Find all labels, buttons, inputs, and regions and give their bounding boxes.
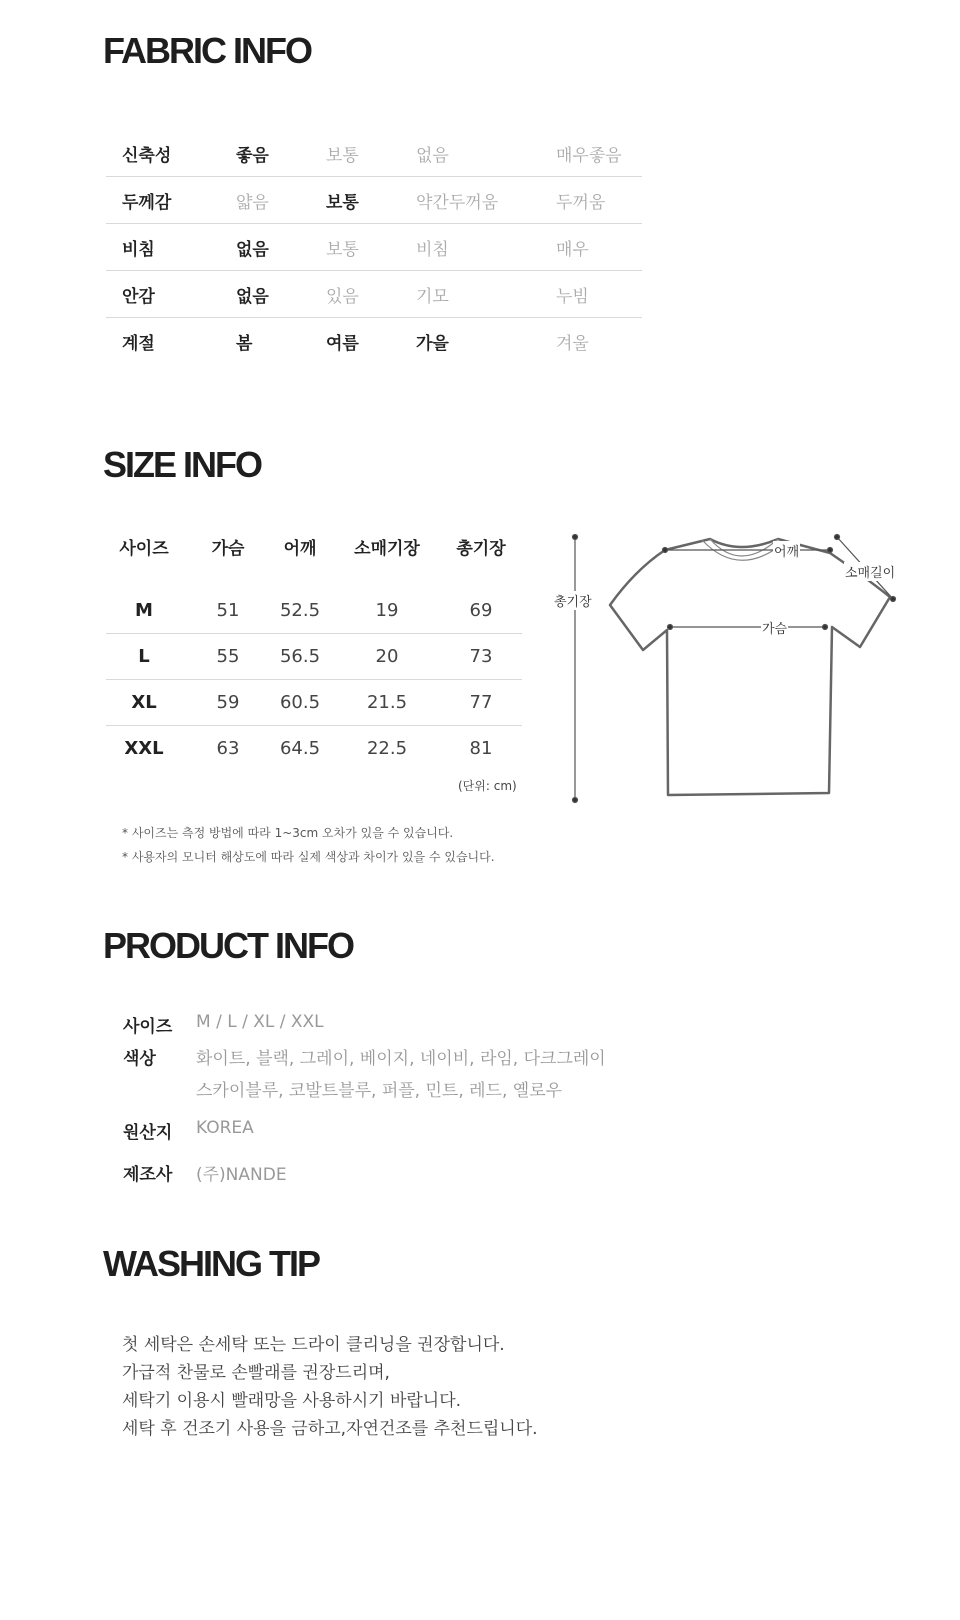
product-maker-value: (주)NANDE [196, 1165, 287, 1185]
length-cell: 77 [469, 692, 493, 713]
table-row [106, 726, 522, 772]
fabric-row-label: 비침 [122, 240, 155, 260]
length-cell: 73 [469, 646, 493, 667]
product-info-title: PRODUCT INFO [103, 925, 353, 966]
size-note: * 사이즈는 측정 방법에 따라 1~3cm 오차가 있을 수 있습니다. [122, 826, 454, 840]
fabric-option: 약간두꺼움 [416, 193, 499, 213]
fabric-option-selected: 없음 [236, 287, 269, 307]
sleeve-cell: 19 [375, 600, 399, 621]
fabric-option: 보통 [326, 146, 359, 166]
fabric-option: 누빔 [556, 287, 589, 307]
fabric-option-selected: 없음 [236, 240, 269, 260]
fabric-row-lining [106, 271, 642, 318]
sleeve-cell: 20 [375, 646, 399, 667]
shoulder-cell: 56.5 [279, 646, 321, 667]
chest-cell: 51 [216, 600, 240, 621]
length-cell: 69 [469, 600, 493, 621]
size-header-cell: 가슴 [211, 539, 245, 559]
table-row [106, 680, 522, 726]
chest-cell: 59 [216, 692, 240, 713]
washing-tip-line: 첫 세탁은 손세탁 또는 드라이 클리닝을 권장합니다. [122, 1335, 505, 1355]
fabric-option: 얇음 [236, 193, 269, 213]
chest-cell: 63 [216, 738, 240, 759]
fabric-info-table [106, 130, 642, 365]
shoulder-cell: 52.5 [279, 600, 321, 621]
product-origin-label: 원산지 [123, 1123, 173, 1143]
fabric-option: 보통 [326, 240, 359, 260]
product-color-label: 색상 [123, 1049, 156, 1069]
fabric-option-selected: 가을 [416, 334, 449, 354]
product-size-label: 사이즈 [123, 1017, 173, 1037]
washing-tip-line: 세탁 후 건조기 사용을 금하고,자연건조를 추천드립니다. [122, 1419, 538, 1439]
fabric-row-season [106, 318, 642, 365]
fabric-option: 두꺼움 [556, 193, 606, 213]
table-row [106, 634, 522, 680]
size-table-header [106, 532, 522, 588]
fabric-option-selected: 봄 [236, 334, 253, 354]
washing-tip-line: 가급적 찬물로 손빨래를 권장드리며, [122, 1363, 390, 1383]
size-header-cell: 소매기장 [354, 539, 420, 559]
fabric-option-selected: 좋음 [236, 146, 269, 166]
fabric-option: 있음 [326, 287, 359, 307]
fabric-row-label: 안감 [122, 287, 155, 307]
display-note: * 사용자의 모니터 해상도에 따라 실제 색상과 차이가 있을 수 있습니다. [122, 850, 495, 864]
size-info-title: SIZE INFO [103, 444, 262, 485]
fabric-option: 기모 [416, 287, 449, 307]
fabric-row-label: 두께감 [122, 193, 172, 213]
shoulder-cell: 60.5 [279, 692, 321, 713]
tshirt-measurement-diagram [540, 525, 935, 815]
size-cell: L [138, 646, 150, 667]
fabric-row-stretch [106, 130, 642, 177]
sleeve-cell: 22.5 [366, 738, 408, 759]
size-cell: XXL [124, 738, 164, 759]
sleeve-cell: 21.5 [366, 692, 408, 713]
fabric-option-selected: 보통 [326, 193, 359, 213]
fabric-row-thickness [106, 177, 642, 224]
shoulder-cell: 64.5 [279, 738, 321, 759]
fabric-row-label: 신축성 [122, 146, 172, 166]
fabric-info-title: FABRIC INFO [103, 30, 311, 71]
size-cell: M [135, 600, 153, 621]
product-size-value: M / L / XL / XXL [196, 1012, 324, 1032]
product-color-value-line2: 스카이블루, 코발트블루, 퍼플, 민트, 레드, 옐로우 [196, 1081, 563, 1101]
fabric-option: 매우 [556, 240, 589, 260]
diagram-length-label: 총기장 [553, 591, 593, 610]
fabric-option: 비침 [416, 240, 449, 260]
fabric-row-sheerness [106, 224, 642, 271]
size-header-cell: 사이즈 [119, 539, 169, 559]
size-header-cell: 총기장 [456, 539, 506, 559]
size-header-cell: 어깨 [283, 539, 317, 559]
product-color-value-line1: 화이트, 블랙, 그레이, 베이지, 네이비, 라임, 다크그레이 [196, 1049, 606, 1069]
length-cell: 81 [469, 738, 493, 759]
unit-label: (단위: cm) [458, 779, 517, 793]
size-table [106, 532, 522, 772]
fabric-option-selected: 여름 [326, 334, 359, 354]
washing-tip-title: WASHING TIP [103, 1243, 320, 1284]
fabric-option: 매우좋음 [556, 146, 622, 166]
fabric-option: 없음 [416, 146, 449, 166]
washing-tip-line: 세탁기 이용시 빨래망을 사용하시기 바랍니다. [122, 1391, 462, 1411]
chest-cell: 55 [216, 646, 240, 667]
fabric-option: 겨울 [556, 334, 589, 354]
diagram-chest-label: 가슴 [761, 618, 788, 637]
size-cell: XL [131, 692, 157, 713]
table-row [106, 588, 522, 634]
fabric-row-label: 계절 [122, 334, 155, 354]
diagram-shoulder-label: 어깨 [773, 541, 800, 560]
product-origin-value: KOREA [196, 1118, 254, 1138]
product-maker-label: 제조사 [123, 1165, 173, 1185]
diagram-sleeve-label: 소매길이 [844, 562, 896, 581]
